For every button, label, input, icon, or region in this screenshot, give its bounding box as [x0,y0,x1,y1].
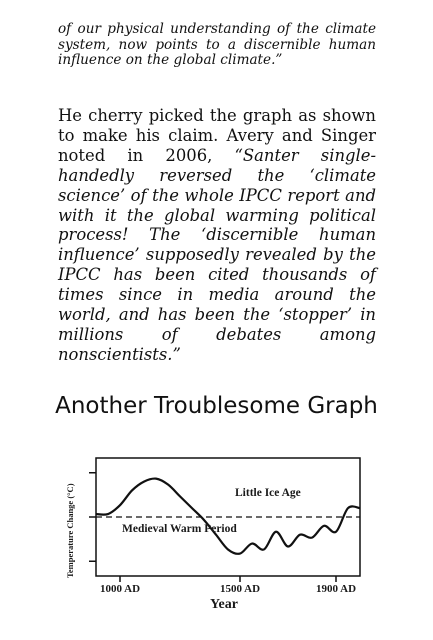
temperature-chart [62,450,372,620]
y-axis-label: Temperature Change (°C) [65,483,75,578]
body-paragraph [58,106,376,365]
x-axis-ticks [100,576,356,595]
annotation-little-ice-age: Little Ice Age [235,487,301,499]
annotation-medieval-warm-period: Medieval Warm Period [122,523,237,535]
y-axis-ticks [89,473,96,562]
x-axis-label: Year [210,597,238,612]
x-tick-label-1: 1500 AD [219,583,261,595]
chart-canvas [62,450,372,620]
x-tick-label-2: 1900 AD [315,583,357,595]
section-heading: Another Troublesome Graph [55,393,378,419]
x-tick-label-0: 1000 AD [99,583,141,595]
quote-continuation: of our physical understanding of the climate system, now points to a discernible human influence on the global climate.” [58,21,376,69]
paragraph-intro: He cherry picked the graph as shown to make his claim. Avery and Singer noted in 2006, [58,106,376,165]
avery-singer-quote: “Santer single-handedly reversed the ‘climate science’ of the whole IPCC report and with it the global warming political process! The ‘discernible human influence’ supposedly revealed by the IPCC has been cited thousands of times since in media around the world, and has been the ‘stopper’ in millions of debates among nonscientists.” [58,145,376,364]
temperature-series-line [96,479,360,554]
